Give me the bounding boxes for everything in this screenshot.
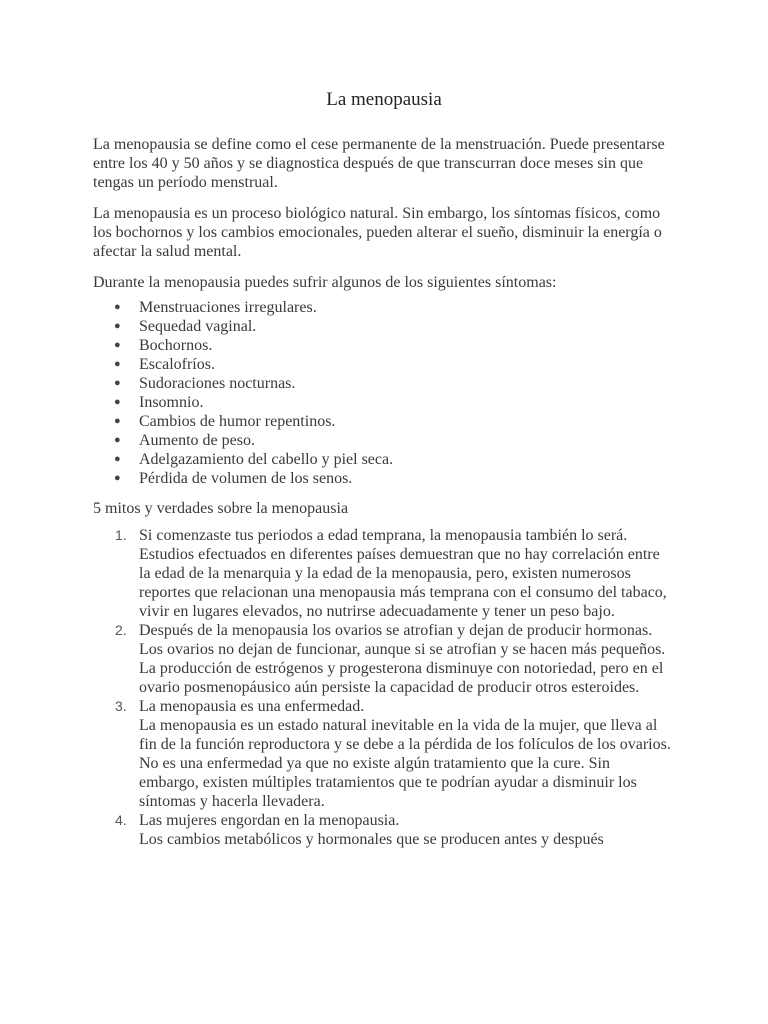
list-item: ● Aumento de peso.: [93, 431, 673, 450]
list-item: ● Menstruaciones irregulares.: [93, 298, 673, 317]
myth-item: [93, 697, 673, 811]
myth-number: 2.: [115, 622, 127, 638]
myths-heading: 5 mitos y verdades sobre la menopausia: [93, 500, 349, 517]
list-item: ● Insomnio.: [93, 393, 673, 412]
myth-number: 1.: [115, 527, 127, 543]
myth-explanation: Los ovarios no dejan de funcionar, aunque si se atrofian y se hacen más pequeños. La producción de estrógenos y progesterona disminuye con notoriedad, pero en el ovario posmenopáusico aún persiste la capacidad de producir otros esteroides.: [139, 641, 666, 696]
myth-number: 4.: [115, 812, 127, 828]
list-item: ● Cambios de humor repentinos.: [93, 412, 673, 431]
list-item: ● Sequedad vaginal.: [93, 317, 673, 336]
myth-item: [93, 526, 673, 621]
document-body: [93, 135, 673, 849]
paragraph-natural-process: La menopausia es un proceso biológico natural. Sin embargo, los síntomas físicos, como los bochornos y los cambios emocionales, pueden alterar el sueño, disminuir la energía o afectar la salud mental.: [93, 205, 662, 260]
myth-explanation: Los cambios metabólicos y hormonales que se producen antes y después: [139, 831, 604, 848]
document-title: La menopausia: [326, 89, 442, 110]
myth-claim: Las mujeres engordan en la menopausia.: [139, 812, 400, 829]
list-item: ● Adelgazamiento del cabello y piel seca.: [93, 450, 673, 469]
list-item: ● Sudoraciones nocturnas.: [93, 374, 673, 393]
myth-claim: La menopausia es una enfermedad.: [139, 698, 365, 715]
myth-claim: Después de la menopausia los ovarios se atrofian y dejan de producir hormonas.: [139, 622, 653, 639]
myth-item: [93, 811, 673, 849]
myth-item: [93, 621, 673, 697]
myth-claim: Si comenzaste tus periodos a edad temprana, la menopausia también lo será.: [139, 527, 628, 544]
list-item: ● Bochornos.: [93, 336, 673, 355]
myth-number: 3.: [115, 698, 127, 714]
myth-explanation: La menopausia es un estado natural inevitable en la vida de la mujer, que lleva al fin de la función reproductora y se debe a la pérdida de los folículos de los ovarios. No es una enfermedad ya que no existe algún tratamiento que la cure. Sin embargo, existen múltiples tratamientos que te podrían ayudar a disminuir los síntomas y hacerla llevadera.: [139, 717, 671, 810]
symptoms-list: [93, 298, 673, 488]
paragraph-definition: La menopausia se define como el cese permanente de la menstruación. Puede presentarse entre los 40 y 50 años y se diagnostica después de que transcurran doce meses sin que tengas un período menstrual.: [93, 136, 665, 191]
list-item: ● Escalofríos.: [93, 355, 673, 374]
myth-explanation: Estudios efectuados en diferentes países demuestran que no hay correlación entre la edad de la menarquia y la edad de la menopausia, pero, existen numerosos reportes que relacionan una menopausia más temprana con el consumo del tabaco, vivir en lugares elevados, no nutrirse adecuadamente y tener un peso bajo.: [139, 546, 667, 620]
paragraph-symptoms-intro: Durante la menopausia puedes sufrir algunos de los siguientes síntomas:: [93, 274, 557, 291]
list-item: ● Pérdida de volumen de los senos.: [93, 469, 673, 488]
myths-list: [93, 526, 673, 849]
